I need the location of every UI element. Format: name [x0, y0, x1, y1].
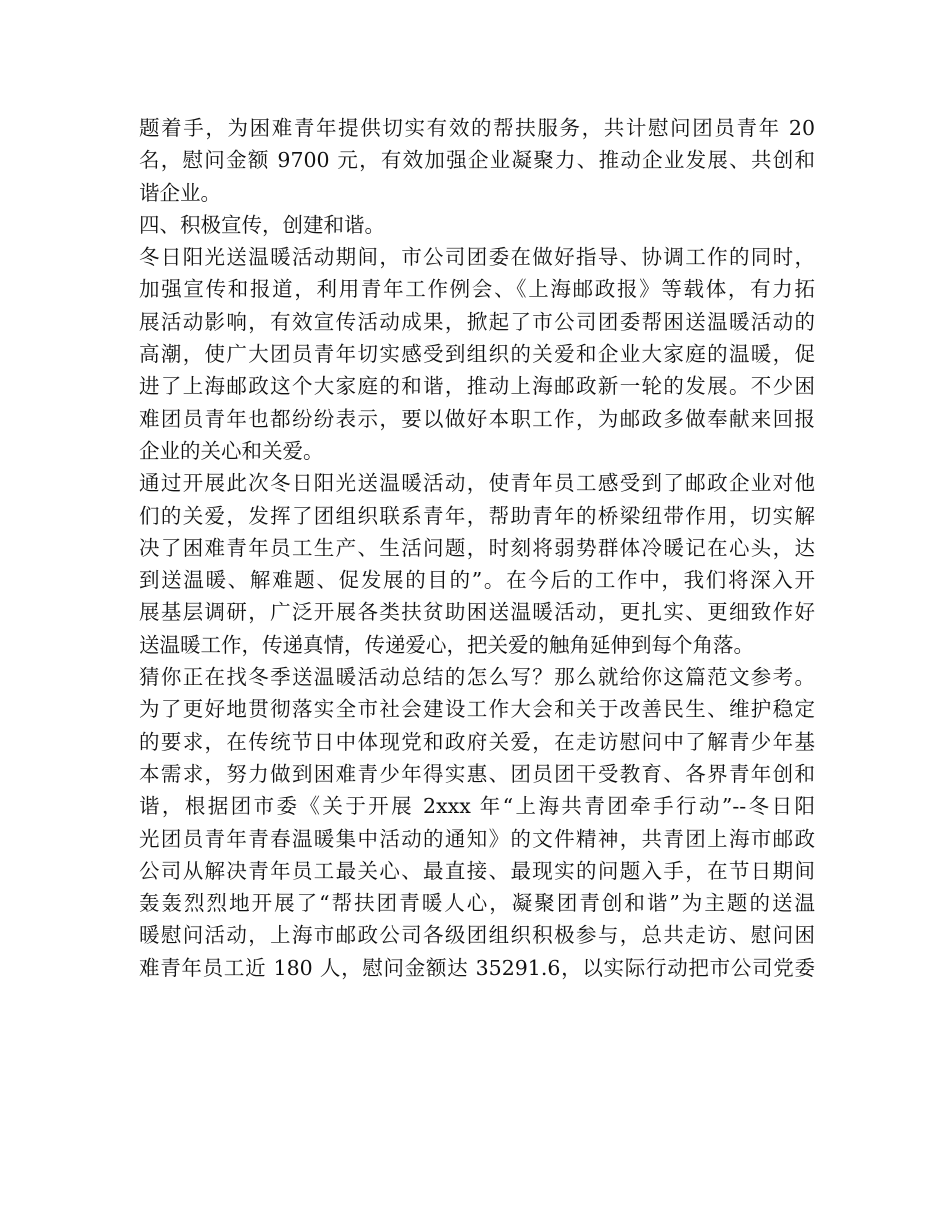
text-line: 送温暖工作，传递真情，传递爱心，把关爱的触角延伸到每个角落。 [139, 632, 754, 657]
text-line: 高潮，使广大团员青年切实感受到组织的关爱和企业大家庭的温暖，促 [139, 342, 815, 367]
text-line: 通过开展此次冬日阳光送温暖活动，使青年员工感受到了邮政企业对他 [139, 471, 815, 496]
document-body [139, 112, 815, 984]
text-line: 题着手，为困难青年提供切实有效的帮扶服务，共计慰问团员青年 20 [139, 116, 815, 140]
text-line: 轰轰烈烈地开展了“帮扶团青暖人心，凝聚团青创和谐”为主题的送温 [139, 891, 815, 916]
text-line: 名，慰问金额 9700 元，有效加强企业凝聚力、推动企业发展、共创和 [139, 148, 815, 173]
text-line: 本需求，努力做到困难青少年得实惠、团员团干受教育、各界青年创和 [139, 761, 815, 786]
text-line: 冬日阳光送温暖活动期间，市公司团委在做好指导、协调工作的同时， [139, 245, 815, 270]
section-heading: 四、积极宣传，创建和谐。 [139, 212, 385, 237]
text-line: 到送温暖、解难题、促发展的目的”。在今后的工作中，我们将深入开 [139, 568, 815, 593]
text-line: 展基层调研，广泛开展各类扶贫助困送温暖活动，更扎实、更细致作好 [139, 600, 815, 625]
text-line: 谐，根据团市委《关于开展 2xxx 年“上海共青团牵手行动”--冬日阳 [139, 794, 815, 819]
text-line: 难青年员工近 180 人，慰问金额达 35291.6，以实际行动把市公司党委 [139, 955, 815, 980]
text-line: 为了更好地贯彻落实全市社会建设工作大会和关于改善民生、维护稳定 [139, 697, 815, 722]
text-line: 猜你正在找冬季送温暖活动总结的怎么写？那么就给你这篇范文参考。 [139, 665, 815, 690]
text-line: 们的关爱，发挥了团组织联系青年，帮助青年的桥梁纽带作用，切实解 [139, 503, 815, 528]
text-line: 公司从解决青年员工最关心、最直接、最现实的问题入手，在节日期间 [139, 858, 815, 883]
text-line: 暖慰问活动，上海市邮政公司各级团组织积极参与，总共走访、慰问困 [139, 923, 815, 948]
text-line: 展活动影响，有效宣传活动成果，掀起了市公司团委帮困送温暖活动的 [139, 309, 815, 334]
text-line: 进了上海邮政这个大家庭的和谐，推动上海邮政新一轮的发展。不少困 [139, 374, 815, 399]
text-line: 难团员青年也都纷纷表示，要以做好本职工作，为邮政多做奉献来回报 [139, 406, 815, 431]
text-line: 加强宣传和报道，利用青年工作例会、《上海邮政报》等载体，有力拓 [139, 277, 815, 302]
text-line: 光团员青年青春温暖集中活动的通知》的文件精神，共青团上海市邮政 [139, 826, 815, 851]
text-line: 的要求，在传统节日中体现党和政府关爱，在走访慰问中了解青少年基 [139, 729, 815, 754]
text-line: 谐企业。 [139, 180, 221, 205]
text-line: 企业的关心和关爱。 [139, 438, 324, 463]
text-line: 决了困难青年员工生产、生活问题，时刻将弱势群体冷暖记在心头，达 [139, 535, 815, 560]
